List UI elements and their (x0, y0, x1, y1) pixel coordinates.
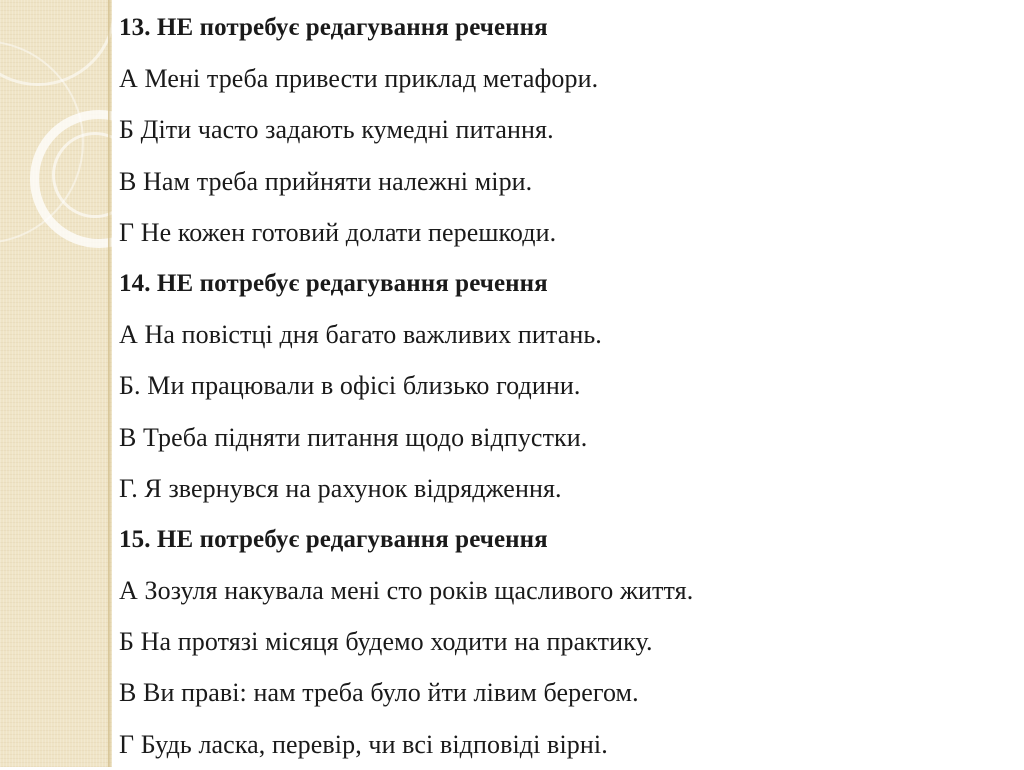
question-14-option-b: Б. Ми працювали в офісі близько години. (119, 371, 581, 401)
band-edge (108, 0, 112, 767)
question-14-option-h: Г. Я звернувся на рахунок відрядження. (119, 473, 562, 503)
question-14-option-v: В Треба підняти питання щодо відпустки. (119, 422, 588, 452)
question-15-heading: 15. НЕ потребує редагування речення (119, 525, 548, 553)
decorative-side-band (0, 0, 112, 767)
question-13-option-b: Б Діти часто задають кумедні питання. (119, 115, 554, 145)
question-15-option-a: А Зозуля накувала мені сто років щасливого життя. (119, 576, 694, 606)
question-13-option-v: В Нам треба прийняти належні міри. (119, 166, 533, 196)
question-15-option-b: Б На протязі місяця будемо ходити на практику. (119, 627, 653, 657)
question-13-heading: 13. НЕ потребує редагування речення (119, 14, 548, 41)
slide-content (119, 0, 1014, 770)
question-14-heading: 14. НЕ потребує редагування речення (119, 269, 548, 297)
question-15-option-v: В Ви праві: нам треба було йти лівим берегом. (119, 678, 639, 708)
question-13-option-h: Г Не кожен готовий долати перешкоди. (119, 217, 557, 247)
question-15-option-h: Г Будь ласка, перевір, чи всі відповіді вірні. (119, 729, 608, 759)
question-14-option-a: А На повістці дня багато важливих питань. (119, 320, 602, 350)
question-13-option-a: А Мені треба привести приклад метафори. (119, 64, 599, 94)
